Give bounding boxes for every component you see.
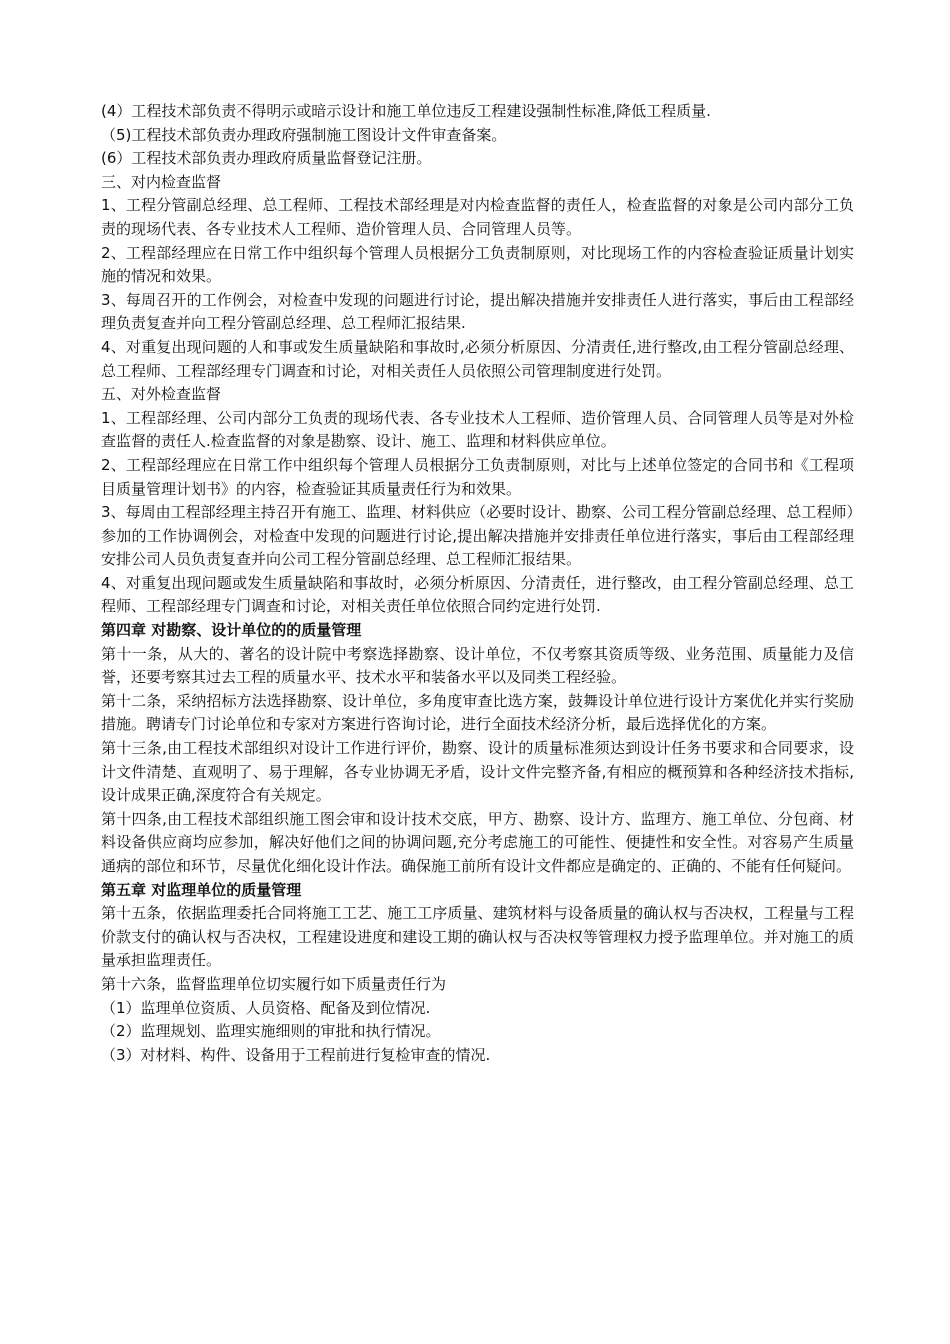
- paragraph: 第十五条，依据监理委托合同将施工工艺、施工工序质量、建筑材料与设备质量的确认权与否决权，工程量与工程价款支付的确认权与否决权，工程建设进度和建设工期的确认权与否决权等管理权力授予监理单位。并对施工的质量承担监理责任。: [101, 904, 854, 970]
- paragraph: 第十六条，监督监理单位切实履行如下质量责任行为: [101, 974, 447, 993]
- paragraph: 1、工程分管副总经理、总工程师、工程技术部经理是对内检查监督的责任人，检查监督的对象是公司内部分工负责的现场代表、各专业技术人工程师、造价管理人员、合同管理人员等。: [101, 196, 854, 238]
- paragraph: (6）工程技术部负责办理政府质量监督登记注册。: [101, 149, 432, 168]
- paragraph: 2、工程部经理应在日常工作中组织每个管理人员根据分工负责制原则，对比与上述单位签定的合同书和《工程项目质量管理计划书》的内容，检查验证其质量责任行为和效果。: [101, 455, 854, 498]
- paragraph: 2、工程部经理应在日常工作中组织每个管理人员根据分工负责制原则，对比现场工作的内容检查验证质量计划实施的情况和效果。: [101, 243, 854, 286]
- paragraph: （1）监理单位资质、人员资格、配备及到位情况.: [101, 998, 431, 1017]
- paragraph: 4、对重复出现问题的人和事或发生质量缺陷和事故时,必须分析原因、分清责任,进行整改,由工程分管副总经理、总工程师、工程部经理专门调查和讨论，对相关责任人员依照公司管理制度进行处罚。: [101, 337, 854, 380]
- paragraph: 4、对重复出现问题或发生质量缺陷和事故时，必须分析原因、分清责任，进行整改，由工程分管副总经理、总工程师、工程部经理专门调查和讨论，对相关责任单位依照合同约定进行处罚.: [101, 573, 854, 616]
- paragraph: （2）监理规划、监理实施细则的审批和执行情况。: [101, 1022, 441, 1041]
- section-title: 五、对外检查监督: [101, 385, 222, 404]
- paragraph: （3）对材料、构件、设备用于工程前进行复检审查的情况.: [101, 1045, 491, 1064]
- paragraph: 第十二条，采纳招标方法选择勘察、设计单位，多角度审查比选方案，鼓舞设计单位进行设计方案优化并实行奖励措施。聘请专门讨论单位和专家对方案进行咨询讨论，进行全面技术经济分析，最后选择优化的方案。: [101, 691, 854, 734]
- paragraph: 3、每周召开的工作例会，对检查中发现的问题进行讨论，提出解决措施并安排责任人进行落实，事后由工程部经理负责复查并向工程分管副总经理、总工程师汇报结果.: [101, 290, 854, 333]
- paragraph: 3、每周由工程部经理主持召开有施工、监理、材料供应（必要时设计、勘察、公司工程分管副总经理、总工程师）参加的工作协调例会，对检查中发现的问题进行讨论,提出解决措施并安排责任单位进行落实，事后由工程部经理安排公司人员负责复查并向公司工程分管副总经理、总工程师汇报结果。: [101, 503, 854, 569]
- paragraph: （5)工程技术部负责办理政府强制施工图设计文件审查备案。: [101, 125, 507, 144]
- paragraph: 第十一条，从大的、著名的设计院中考察选择勘察、设计单位，不仅考察其资质等级、业务范围、质量能力及信誉，还要考察其过去工程的质量水平、技术水平和装备水平以及同类工程经验。: [101, 644, 854, 687]
- paragraph: 第十四条,由工程技术部组织施工图会审和设计技术交底，甲方、勘察、设计方、监理方、施工单位、分包商、材料设备供应商均应参加，解决好他们之间的协调问题,充分考虑施工的可能性、便捷性和安全性。对容易产生质量通病的部位和环节，尽量优化细化设计作法。确保施工前所有设计文件都应是确定的、正确的、不能有任何疑问。: [101, 809, 854, 875]
- paragraph: (4）工程技术部负责不得明示或暗示设计和施工单位违反工程建设强制性标准,降低工程质量.: [101, 102, 711, 120]
- section-title: 三、对内检查监督: [101, 172, 222, 191]
- paragraph: 第十三条,由工程技术部组织对设计工作进行评价，勘察、设计的质量标准须达到设计任务书要求和合同要求，设计文件清楚、直观明了、易于理解，各专业协调无矛盾，设计文件完整齐备,有相应的概预算和各种经济技术指标,设计成果正确,深度符合有关规定。: [101, 739, 854, 805]
- chapter-heading: 第五章 对监理单位的质量管理: [101, 880, 302, 899]
- paragraph: 1、工程部经理、公司内部分工负责的现场代表、各专业技术人工程师、造价管理人员、合同管理人员等是对外检查监督的责任人.检查监督的对象是勘察、设计、施工、监理和材料供应单位。: [101, 408, 854, 451]
- chapter-heading: 第四章 对勘察、设计单位的的质量管理: [101, 621, 362, 640]
